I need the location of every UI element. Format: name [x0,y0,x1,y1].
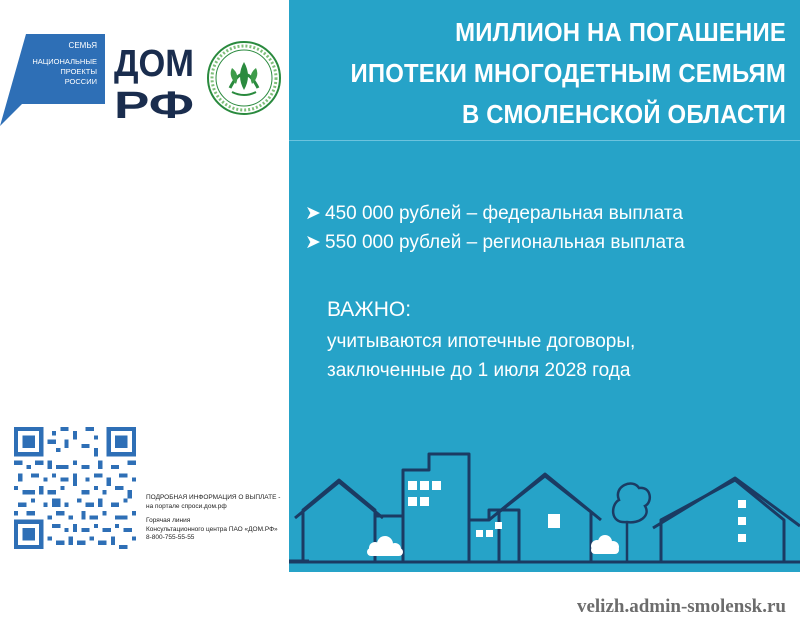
divider [289,140,800,141]
info-line1: ПОДРОБНАЯ ИНФОРМАЦИЯ О ВЫПЛАТЕ - [146,494,281,501]
important-note [327,295,635,385]
dom-rf-top: ДОМ [114,43,194,85]
important-line2: заключенные до 1 июля 2028 года [327,360,631,381]
page-title [344,12,786,135]
info-line5: 8-800-755-55-55 [146,534,195,541]
qr-code[interactable] [14,427,136,549]
nat-projects-line3: РОССИИ [64,77,97,86]
info-line2: на портале спроси.дом.рф [146,502,227,510]
blue-panel [289,0,800,572]
bullet-regional [305,228,685,257]
title-box [289,0,800,140]
important-line1: учитываются ипотечные договоры, [327,331,636,352]
arrow-icon: ➤ [305,232,321,253]
nat-projects-line2: ПРОЕКТЫ [60,67,97,76]
payment-list [305,199,685,257]
ministry-seal-logo [206,40,282,116]
bullet-regional-text: 550 000 рублей – региональная выплата [325,232,685,253]
title-line-1: МИЛЛИОН НА ПОГАШЕНИЕ [455,17,786,47]
bullet-federal [305,199,685,228]
houses-skyline-illustration [289,440,800,572]
footer-website-link[interactable]: velizh.admin-smolensk.ru [576,596,786,617]
title-line-3: В СМОЛЕНСКОЙ ОБЛАСТИ [462,99,786,129]
info-line3: Горячая линия [146,517,191,524]
dom-rf-logo [114,40,198,120]
important-heading: ВАЖНО: [327,298,412,321]
nat-projects-line1: НАЦИОНАЛЬНЫЕ [32,57,97,66]
arrow-icon: ➤ [305,203,321,224]
info-block [146,494,291,549]
title-line-2: ИПОТЕКИ МНОГОДЕТНЫМ СЕМЬЯМ [350,58,786,88]
national-projects-logo [0,34,108,126]
bullet-federal-text: 450 000 рублей – федеральная выплата [325,203,683,224]
dom-rf-bottom: РФ [114,85,194,120]
left-panel [0,0,289,572]
info-line4: Консультационного центра ПАО «ДОМ.РФ» [146,525,278,533]
nat-projects-top: СЕМЬЯ [68,41,97,50]
